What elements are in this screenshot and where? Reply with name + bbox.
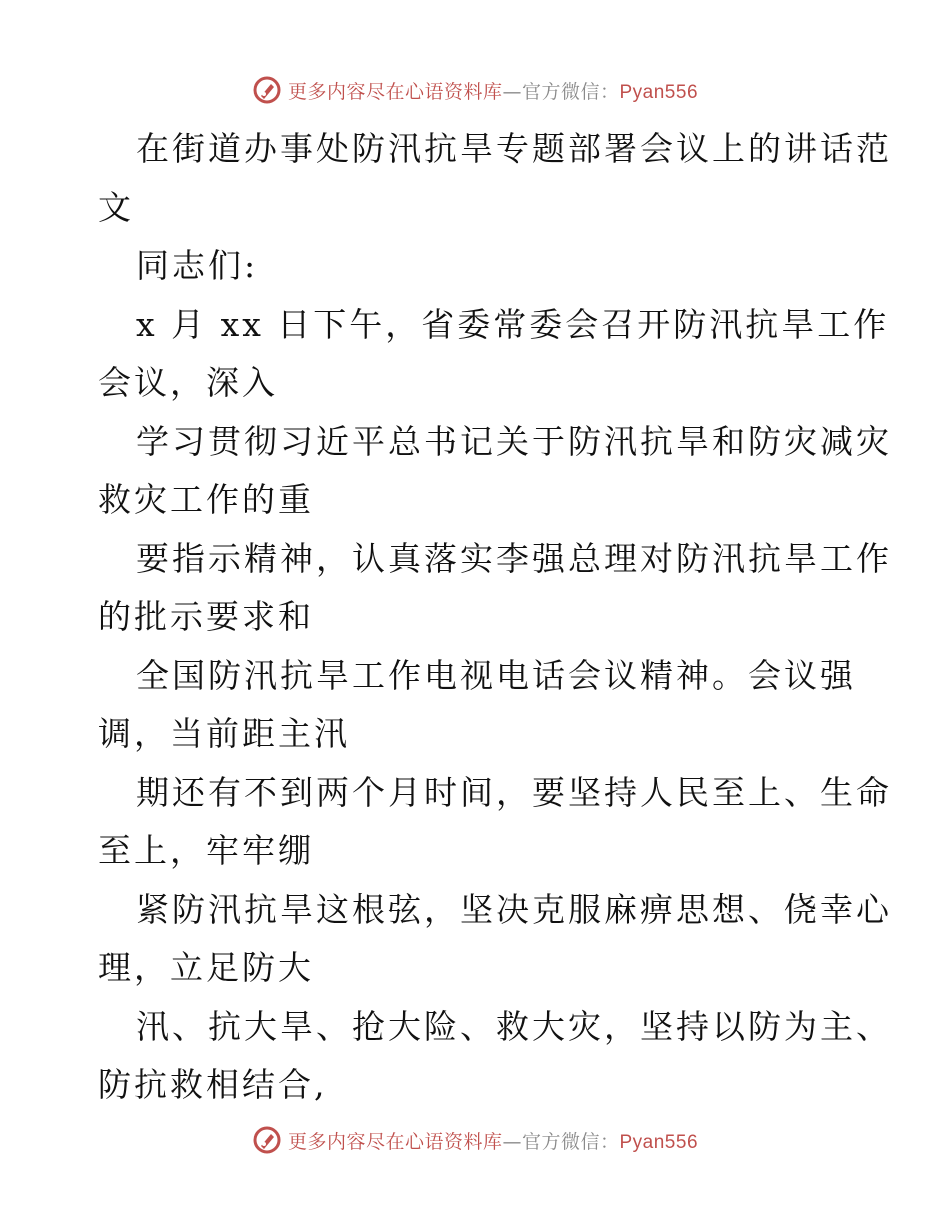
banner-wechat-id: Pyan556 xyxy=(619,1131,699,1153)
paragraph-line: 要指示精神，认真落实李强总理对防汛抗旱工作 xyxy=(136,538,892,578)
title-line-1: 在街道办事处防汛抗旱专题部署会议上的讲话范 xyxy=(136,129,892,168)
paragraph-line: 的批示要求和 xyxy=(98,597,314,636)
paragraph-line: 汛、抗大旱、抢大险、救大灾，坚持以防为主、 xyxy=(136,1006,892,1046)
paragraph-line: 全国防汛抗旱工作电视电话会议精神。会议强 xyxy=(136,655,856,695)
banner-wechat-label: 官方微信： xyxy=(521,1130,620,1153)
header-banner xyxy=(0,70,950,110)
banner-brand: 更多内容尽在心语资料库 xyxy=(287,1130,503,1153)
document-body xyxy=(98,120,892,1115)
footer-banner xyxy=(0,1120,950,1160)
paragraph-line: 至上，牢牢绷 xyxy=(98,831,314,870)
paragraph-line: 防抗救相结合, xyxy=(98,1065,328,1104)
banner-wechat-id: Pyan556 xyxy=(619,81,699,103)
paragraph-line: 调，当前距主汛 xyxy=(98,714,350,753)
title-line-2: 文 xyxy=(98,187,134,227)
pen-nib-logo-icon xyxy=(252,1125,282,1155)
banner-dash: — xyxy=(502,80,522,103)
banner-text xyxy=(288,1127,698,1154)
paragraph-line: 理，立足防大 xyxy=(98,948,314,987)
banner-brand: 更多内容尽在心语资料库 xyxy=(287,80,503,103)
paragraph-line: 救灾工作的重 xyxy=(98,480,314,519)
paragraph-line: 会议，深入 xyxy=(98,363,278,402)
banner-text xyxy=(288,77,698,104)
paragraph-line: 期还有不到两个月时间，要坚持人民至上、生命 xyxy=(136,772,892,812)
paragraph-line: x 月 xx 日下午，省委常委会召开防汛抗旱工作 xyxy=(136,304,890,344)
paragraph-line: 学习贯彻习近平总书记关于防汛抗旱和防灾减灾 xyxy=(136,421,892,461)
salutation: 同志们: xyxy=(136,246,259,285)
banner-wechat-label: 官方微信： xyxy=(521,80,620,103)
pen-nib-logo-icon xyxy=(252,75,282,105)
paragraph-line: 紧防汛抗旱这根弦，坚决克服麻痹思想、侥幸心 xyxy=(136,889,892,929)
banner-dash: — xyxy=(502,1130,522,1153)
